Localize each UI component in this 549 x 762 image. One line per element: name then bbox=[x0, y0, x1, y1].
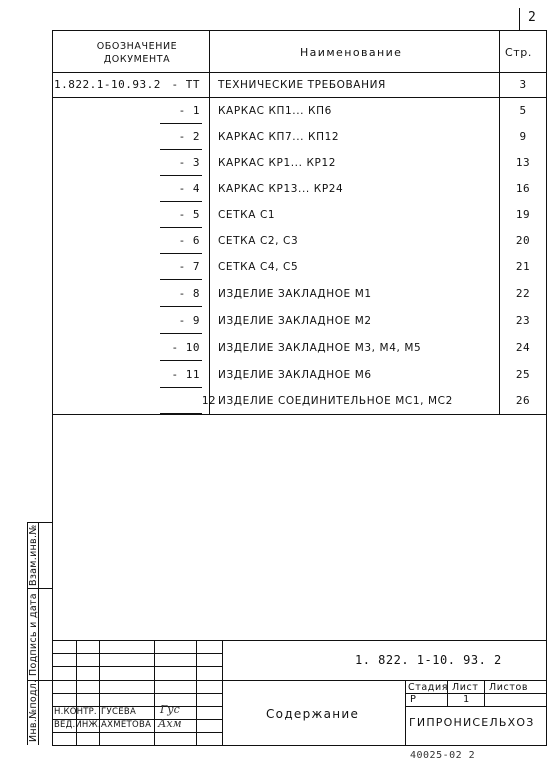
row-code: - 11 bbox=[171, 368, 200, 381]
row-underline bbox=[160, 227, 202, 228]
stamp-role-1: Н.КОНТР. bbox=[54, 707, 97, 717]
row-name: СЕТКА С2, С3 bbox=[218, 235, 299, 247]
row-page: 3 bbox=[519, 78, 527, 91]
row-code: - ТТ bbox=[171, 78, 200, 91]
row-name: ИЗДЕЛИЕ СОЕДИНИТЕЛЬНОЕ МС1, МС2 bbox=[218, 395, 453, 407]
row-base-code: 1.822.1-10.93.2 bbox=[54, 78, 161, 91]
row-code: - 1 bbox=[178, 104, 200, 117]
side-strip-top bbox=[27, 522, 52, 523]
row-underline bbox=[160, 175, 202, 176]
side-label-inv-podl: Инв.№подл. bbox=[28, 679, 39, 742]
stamp-title: Содержание bbox=[266, 707, 360, 721]
stamp-stage-value: Р bbox=[410, 694, 417, 705]
row-name: КАРКАС КР1... КР12 bbox=[218, 157, 337, 169]
row-page: 25 bbox=[515, 368, 531, 381]
stamp-stage-label: Стадия bbox=[408, 682, 449, 693]
stamp-signature-2: Ахм bbox=[158, 717, 182, 730]
side-strip-div-1 bbox=[27, 588, 52, 589]
footer-code: 40025-02 2 bbox=[410, 750, 476, 761]
header-name: Наименование bbox=[300, 46, 403, 59]
row-code: - 2 bbox=[178, 130, 200, 143]
row-page: 23 bbox=[515, 314, 531, 327]
row-name: КАРКАС КП1... КП6 bbox=[218, 105, 332, 117]
stamp-right-col-2 bbox=[484, 680, 485, 706]
row-underline bbox=[160, 149, 202, 150]
row-underline bbox=[160, 333, 202, 334]
row-code: - 5 bbox=[178, 208, 200, 221]
row-name: ИЗДЕЛИЕ ЗАКЛАДНОЕ М3, М4, М5 bbox=[218, 342, 422, 354]
stamp-row-2 bbox=[52, 666, 222, 667]
stamp-org: ГИПРОНИСЕЛЬХОЗ bbox=[409, 716, 535, 729]
row-page: 13 bbox=[515, 156, 531, 169]
frame-bottom bbox=[52, 745, 547, 746]
stamp-doc-code: 1. 822. 1-10. 93. 2 bbox=[355, 653, 502, 667]
row-name: ИЗДЕЛИЕ ЗАКЛАДНОЕ М1 bbox=[218, 288, 372, 300]
row-underline bbox=[160, 360, 202, 361]
header-designation: ОБОЗНАЧЕНИЕ ДОКУМЕНТА bbox=[96, 41, 178, 65]
stamp-row-4 bbox=[52, 693, 222, 694]
sheet-number: 2 bbox=[528, 10, 537, 25]
frame-right bbox=[546, 30, 547, 745]
row-name: ТЕХНИЧЕСКИЕ ТРЕБОВАНИЯ bbox=[218, 79, 386, 91]
stamp-row-7 bbox=[52, 732, 222, 733]
row-underline bbox=[160, 387, 202, 388]
stamp-person-2: АХМЕТОВА bbox=[101, 720, 152, 730]
row-code: - 3 bbox=[178, 156, 200, 169]
frame-top bbox=[52, 30, 547, 31]
sheet-number-divider bbox=[519, 8, 520, 30]
row-code: - 8 bbox=[178, 287, 200, 300]
row-underline bbox=[160, 306, 202, 307]
row-underline bbox=[160, 123, 202, 124]
row-code: - 7 bbox=[178, 260, 200, 273]
row-page: 20 bbox=[515, 234, 531, 247]
row-name: КАРКАС КП7... КП12 bbox=[218, 131, 340, 143]
row-page: 19 bbox=[515, 208, 531, 221]
stamp-top bbox=[52, 640, 547, 641]
row-underline bbox=[160, 201, 202, 202]
stamp-row-3 bbox=[52, 680, 547, 681]
stamp-row-1 bbox=[52, 653, 222, 654]
row-code: - 6 bbox=[178, 234, 200, 247]
stamp-right-divider bbox=[405, 680, 406, 745]
row-code: 12 bbox=[201, 394, 216, 407]
row-page: 24 bbox=[515, 341, 531, 354]
row-name: КАРКАС КР13... КР24 bbox=[218, 183, 344, 195]
stamp-role-2: ВЕД.ИНЖ. bbox=[54, 720, 101, 730]
stamp-sheets-label: Листов bbox=[489, 682, 529, 693]
row-code: - 4 bbox=[178, 182, 200, 195]
header-page: Стр. bbox=[505, 46, 532, 59]
column-divider-1 bbox=[209, 30, 210, 415]
row-underline bbox=[160, 279, 202, 280]
row-name: СЕТКА С4, С5 bbox=[218, 261, 299, 273]
row-name: ИЗДЕЛИЕ ЗАКЛАДНОЕ М6 bbox=[218, 369, 372, 381]
row-page: 26 bbox=[515, 394, 531, 407]
side-label-podpis: Подпись и дата bbox=[28, 593, 39, 676]
row-code: - 9 bbox=[178, 314, 200, 327]
row-code: - 10 bbox=[171, 341, 200, 354]
stamp-sheet-label: Лист bbox=[452, 682, 479, 693]
stamp-sheet-value: 1 bbox=[463, 694, 470, 705]
stamp-signature-1: Гус bbox=[160, 703, 180, 716]
header-separator bbox=[52, 72, 547, 73]
row-page: 21 bbox=[515, 260, 531, 273]
frame-left bbox=[52, 30, 53, 745]
row-page: 22 bbox=[515, 287, 531, 300]
table-bottom bbox=[52, 414, 547, 415]
row-underline bbox=[160, 253, 202, 254]
row-underline bbox=[52, 97, 202, 98]
row-page: 16 bbox=[515, 182, 531, 195]
row-page: 9 bbox=[519, 130, 527, 143]
stamp-col-e bbox=[222, 640, 223, 745]
row-name: СЕТКА С1 bbox=[218, 209, 276, 221]
row-underline bbox=[160, 413, 202, 414]
row-page: 5 bbox=[519, 104, 527, 117]
stamp-right-row-1 bbox=[405, 693, 546, 694]
side-label-vzam: Взам.инв.№ bbox=[28, 524, 39, 586]
stamp-right-row-2 bbox=[405, 706, 546, 707]
row-name: ИЗДЕЛИЕ ЗАКЛАДНОЕ М2 bbox=[218, 315, 372, 327]
stamp-person-1: ГУСЕВА bbox=[101, 707, 137, 717]
